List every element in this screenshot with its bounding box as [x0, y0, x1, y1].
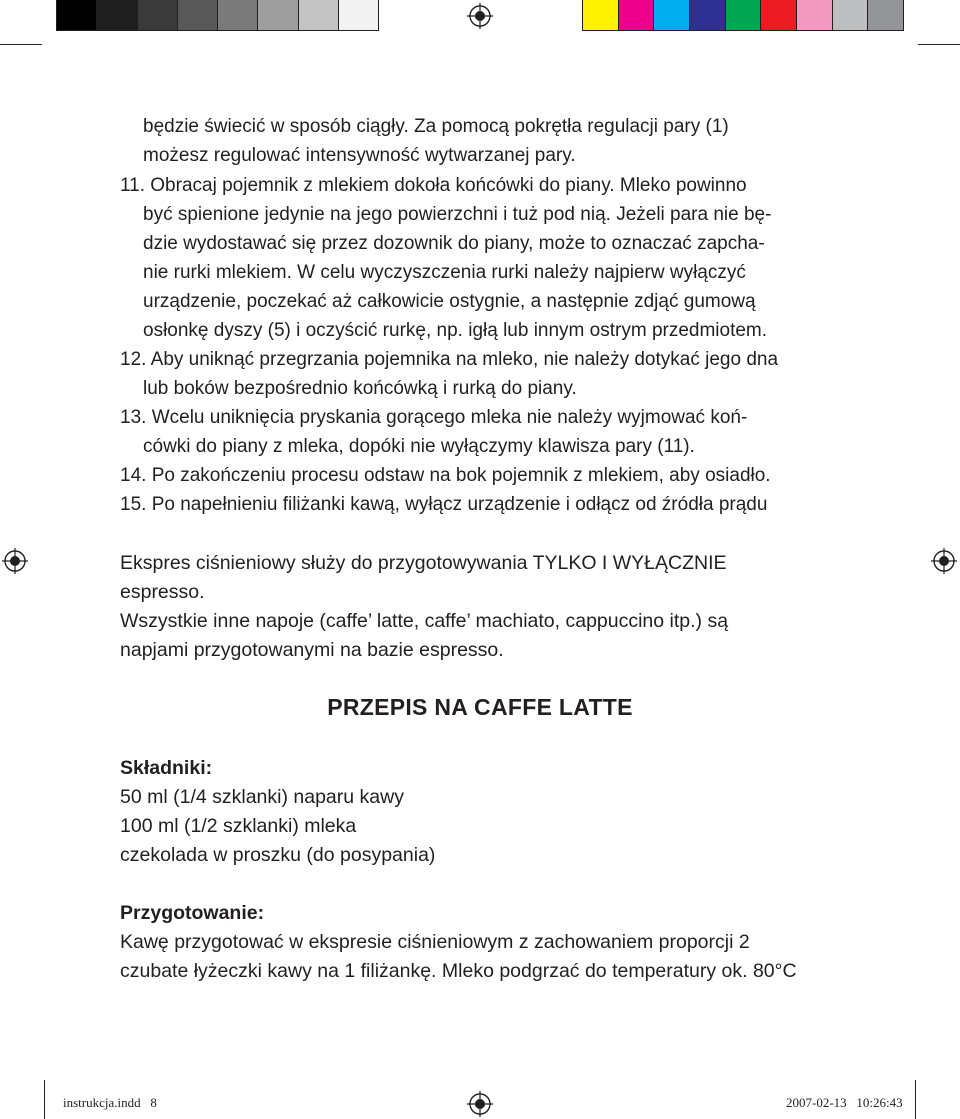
color-swatch — [138, 0, 178, 30]
instruction-line: 15. Po napełnieniu filiżanki kawą, wyłącz urządzenie i odłącz od źródła prądu — [120, 494, 768, 515]
color-swatch — [797, 0, 833, 30]
trim-mark — [0, 44, 42, 45]
ingredient-item: czekolada w proszku (do posypania) — [120, 844, 436, 866]
color-swatch — [619, 0, 655, 30]
preparation-section — [120, 899, 797, 986]
ingredients-label: Składniki: — [120, 757, 213, 779]
trim-mark — [918, 44, 960, 45]
preparation-label: Przygotowanie: — [120, 902, 265, 924]
color-swatch — [761, 0, 797, 30]
registration-mark-left-icon — [2, 548, 28, 574]
color-swatch — [339, 0, 378, 30]
espresso-note — [120, 549, 728, 665]
instruction-line: 14. Po zakończeniu procesu odstaw na bok pojemnik z mlekiem, aby osiadło. — [120, 465, 771, 486]
note-line: Ekspres ciśnieniowy służy do przygotowywania TYLKO I WYŁĄCZNIE — [120, 552, 727, 574]
instruction-line: osłonkę dyszy (5) i oczyścić rurkę, np. igłą lub innym ostrym przedmiotem. — [143, 320, 768, 341]
color-swatch — [583, 0, 619, 30]
note-line: espresso. — [120, 581, 205, 603]
grayscale-color-bar — [56, 0, 379, 31]
preparation-line: czubate łyżeczki kawy na 1 filiżankę. Mleko podgrzać do temperatury ok. 80°C — [120, 960, 797, 982]
ingredient-item: 50 ml (1/4 szklanki) naparu kawy — [120, 786, 404, 808]
trim-mark — [44, 1080, 45, 1119]
instruction-line: cówki do piany z mleka, dopóki nie wyłączymy klawisza pary (11). — [143, 436, 695, 457]
instruction-line: nie rurki mlekiem. W celu wyczyszczenia rurki należy najpierw wyłączyć — [143, 262, 746, 283]
color-swatch — [218, 0, 258, 30]
preparation-line: Kawę przygotować w ekspresie ciśnieniowym z zachowaniem proporcji 2 — [120, 931, 750, 953]
ingredient-item: 100 ml (1/2 szklanki) mleka — [120, 815, 357, 837]
note-line: Wszystkie inne napoje (caffe’ latte, caffe’ machiato, cappuccino itp.) są — [120, 610, 729, 632]
instruction-line: możesz regulować intensywność wytwarzanej pary. — [143, 145, 576, 166]
registration-mark-top-icon — [467, 3, 493, 29]
ingredients-section — [120, 754, 435, 870]
color-swatch — [258, 0, 298, 30]
instruction-line: lub boków bezpośrednio końcówką i rurką do piany. — [143, 378, 577, 399]
color-swatch — [690, 0, 726, 30]
color-swatch — [833, 0, 869, 30]
color-swatch — [178, 0, 218, 30]
instruction-line: dzie wydostawać się przez dozownik do piany, może to oznaczać zapcha- — [143, 233, 765, 254]
instruction-line: będzie świecić w sposób ciągły. Za pomocą pokrętła regulacji pary (1) — [143, 116, 729, 137]
color-swatch — [654, 0, 690, 30]
color-swatch — [299, 0, 339, 30]
instruction-line: 13. Wcelu uniknięcia pryskania gorącego mleka nie należy wyjmować koń- — [120, 407, 748, 428]
color-swatch — [97, 0, 137, 30]
color-swatch — [868, 0, 903, 30]
footer-filename: instrukcja.indd 8 — [63, 1095, 157, 1110]
color-swatch — [726, 0, 762, 30]
registration-mark-right-icon — [931, 548, 957, 574]
instruction-line: być spienione jedynie na jego powierzchni i tuż pod nią. Jeżeli para nie bę- — [143, 204, 772, 225]
registration-mark-bottom-icon — [467, 1091, 493, 1117]
color-swatch — [57, 0, 97, 30]
instruction-line: 12. Aby uniknąć przegrzania pojemnika na mleko, nie należy dotykać jego dna — [120, 349, 779, 370]
cmyk-color-bar — [582, 0, 904, 31]
recipe-title: PRZEPIS NA CAFFE LATTE — [327, 694, 633, 720]
footer-timestamp: 2007-02-13 10:26:43 — [786, 1095, 903, 1110]
note-line: napjami przygotowanymi na bazie espresso. — [120, 639, 504, 661]
trim-mark — [915, 1080, 916, 1119]
instruction-line: urządzenie, poczekać aż całkowicie ostygnie, a następnie zdjąć gumową — [143, 291, 756, 312]
instruction-line: 11. Obracaj pojemnik z mlekiem dokoła końcówki do piany. Mleko powinno — [120, 175, 747, 196]
